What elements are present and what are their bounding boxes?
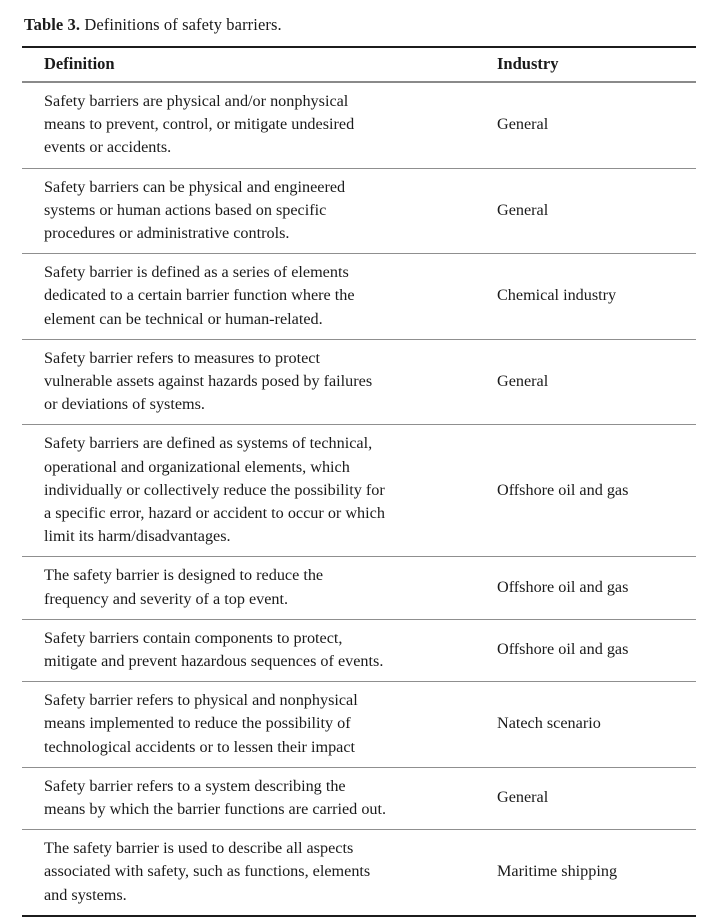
definition-line: or deviations of systems. bbox=[44, 395, 205, 414]
definition-line: technological accidents or to lessen their impact bbox=[44, 737, 356, 756]
table-row bbox=[22, 557, 696, 619]
table-body bbox=[22, 82, 696, 916]
definition-line: The safety barrier is used to describe all aspects bbox=[44, 839, 354, 858]
table-row bbox=[22, 682, 696, 768]
cell-industry-text: Offshore oil and gas bbox=[497, 640, 629, 659]
cell-definition bbox=[22, 682, 497, 768]
cell-definition bbox=[22, 82, 497, 168]
definition-line: The safety barrier is designed to reduce the bbox=[44, 566, 324, 585]
definition-line: means implemented to reduce the possibility of bbox=[44, 714, 351, 733]
cell-definition bbox=[22, 339, 497, 425]
definition-line: and systems. bbox=[44, 885, 127, 904]
definition-line: limit its harm/disadvantages. bbox=[44, 527, 231, 546]
cell-industry bbox=[497, 682, 696, 768]
cell-definition bbox=[22, 767, 497, 829]
table-header-row bbox=[22, 47, 696, 82]
cell-industry-text: Offshore oil and gas bbox=[497, 480, 629, 499]
cell-industry-text: Offshore oil and gas bbox=[497, 578, 629, 597]
cell-industry-text: General bbox=[497, 115, 549, 134]
cell-definition bbox=[22, 254, 497, 340]
cell-industry bbox=[497, 425, 696, 557]
cell-industry bbox=[497, 82, 696, 168]
cell-definition-text bbox=[22, 261, 497, 331]
cell-definition bbox=[22, 425, 497, 557]
cell-definition bbox=[22, 168, 497, 254]
cell-industry bbox=[497, 830, 696, 916]
cell-definition-text bbox=[22, 627, 497, 673]
definition-line: procedures or administrative controls. bbox=[44, 224, 290, 243]
cell-definition-text bbox=[22, 689, 497, 759]
cell-definition-text bbox=[22, 432, 497, 548]
definition-line: Safety barriers can be physical and engineered bbox=[44, 177, 346, 196]
cell-definition-text bbox=[22, 176, 497, 246]
safety-barrier-definitions-table bbox=[22, 46, 696, 917]
definition-line: Safety barriers contain components to protect, bbox=[44, 628, 343, 647]
cell-industry-text: General bbox=[497, 200, 549, 219]
definition-line: means by which the barrier functions are carried out. bbox=[44, 800, 387, 819]
cell-industry-text: Natech scenario bbox=[497, 714, 601, 733]
cell-industry bbox=[497, 619, 696, 681]
definition-line: mitigate and prevent hazardous sequences of events. bbox=[44, 652, 384, 671]
definition-line: Safety barrier is defined as a series of elements bbox=[44, 263, 349, 282]
column-header-definition-label: Definition bbox=[44, 54, 115, 73]
definition-line: Safety barriers are physical and/or nonphysical bbox=[44, 92, 349, 110]
definition-line: events or accidents. bbox=[44, 138, 172, 157]
table-row bbox=[22, 767, 696, 829]
definition-line: element can be technical or human-related. bbox=[44, 309, 323, 328]
cell-industry bbox=[497, 339, 696, 425]
cell-definition bbox=[22, 619, 497, 681]
column-header-definition bbox=[22, 47, 497, 82]
cell-industry bbox=[497, 557, 696, 619]
table-row bbox=[22, 82, 696, 168]
definition-line: associated with safety, such as functions, elements bbox=[44, 862, 371, 881]
definition-line: Safety barrier refers to measures to protect bbox=[44, 348, 320, 367]
table-row bbox=[22, 339, 696, 425]
cell-definition-text bbox=[22, 564, 497, 610]
definition-line: a specific error, hazard or accident to occur or which bbox=[44, 504, 385, 523]
cell-industry bbox=[497, 254, 696, 340]
definition-line: frequency and severity of a top event. bbox=[44, 589, 289, 608]
cell-definition-text bbox=[22, 90, 497, 160]
cell-industry-text: Maritime shipping bbox=[497, 862, 618, 881]
definition-line: individually or collectively reduce the possibility for bbox=[44, 480, 385, 499]
definition-line: Safety barrier refers to physical and nonphysical bbox=[44, 691, 358, 710]
table-row bbox=[22, 830, 696, 916]
table-row bbox=[22, 619, 696, 681]
cell-industry-text: Chemical industry bbox=[497, 286, 617, 305]
column-header-industry bbox=[497, 47, 696, 82]
cell-definition bbox=[22, 830, 497, 916]
table-row bbox=[22, 254, 696, 340]
table-caption-text: Definitions of safety barriers. bbox=[80, 15, 282, 34]
column-header-industry-label: Industry bbox=[497, 54, 559, 73]
table-row bbox=[22, 168, 696, 254]
definition-line: operational and organizational elements, which bbox=[44, 457, 350, 476]
table-caption bbox=[24, 14, 282, 36]
cell-definition-text bbox=[22, 347, 497, 417]
definition-line: dedicated to a certain barrier function where the bbox=[44, 286, 355, 305]
cell-industry bbox=[497, 168, 696, 254]
table-caption-label: Table 3. bbox=[24, 15, 81, 34]
table-header bbox=[22, 47, 696, 82]
cell-industry bbox=[497, 767, 696, 829]
table-row bbox=[22, 425, 696, 557]
definition-line: means to prevent, control, or mitigate undesired bbox=[44, 115, 355, 134]
table-container bbox=[22, 46, 696, 917]
cell-definition bbox=[22, 557, 497, 619]
definition-line: Safety barriers are defined as systems of technical, bbox=[44, 434, 373, 453]
definition-line: systems or human actions based on specific bbox=[44, 200, 327, 219]
cell-industry-text: General bbox=[497, 788, 549, 807]
cell-industry-text: General bbox=[497, 372, 549, 391]
definition-line: Safety barrier refers to a system describing the bbox=[44, 776, 346, 795]
definition-line: vulnerable assets against hazards posed by failures bbox=[44, 372, 373, 391]
cell-definition-text bbox=[22, 775, 497, 821]
